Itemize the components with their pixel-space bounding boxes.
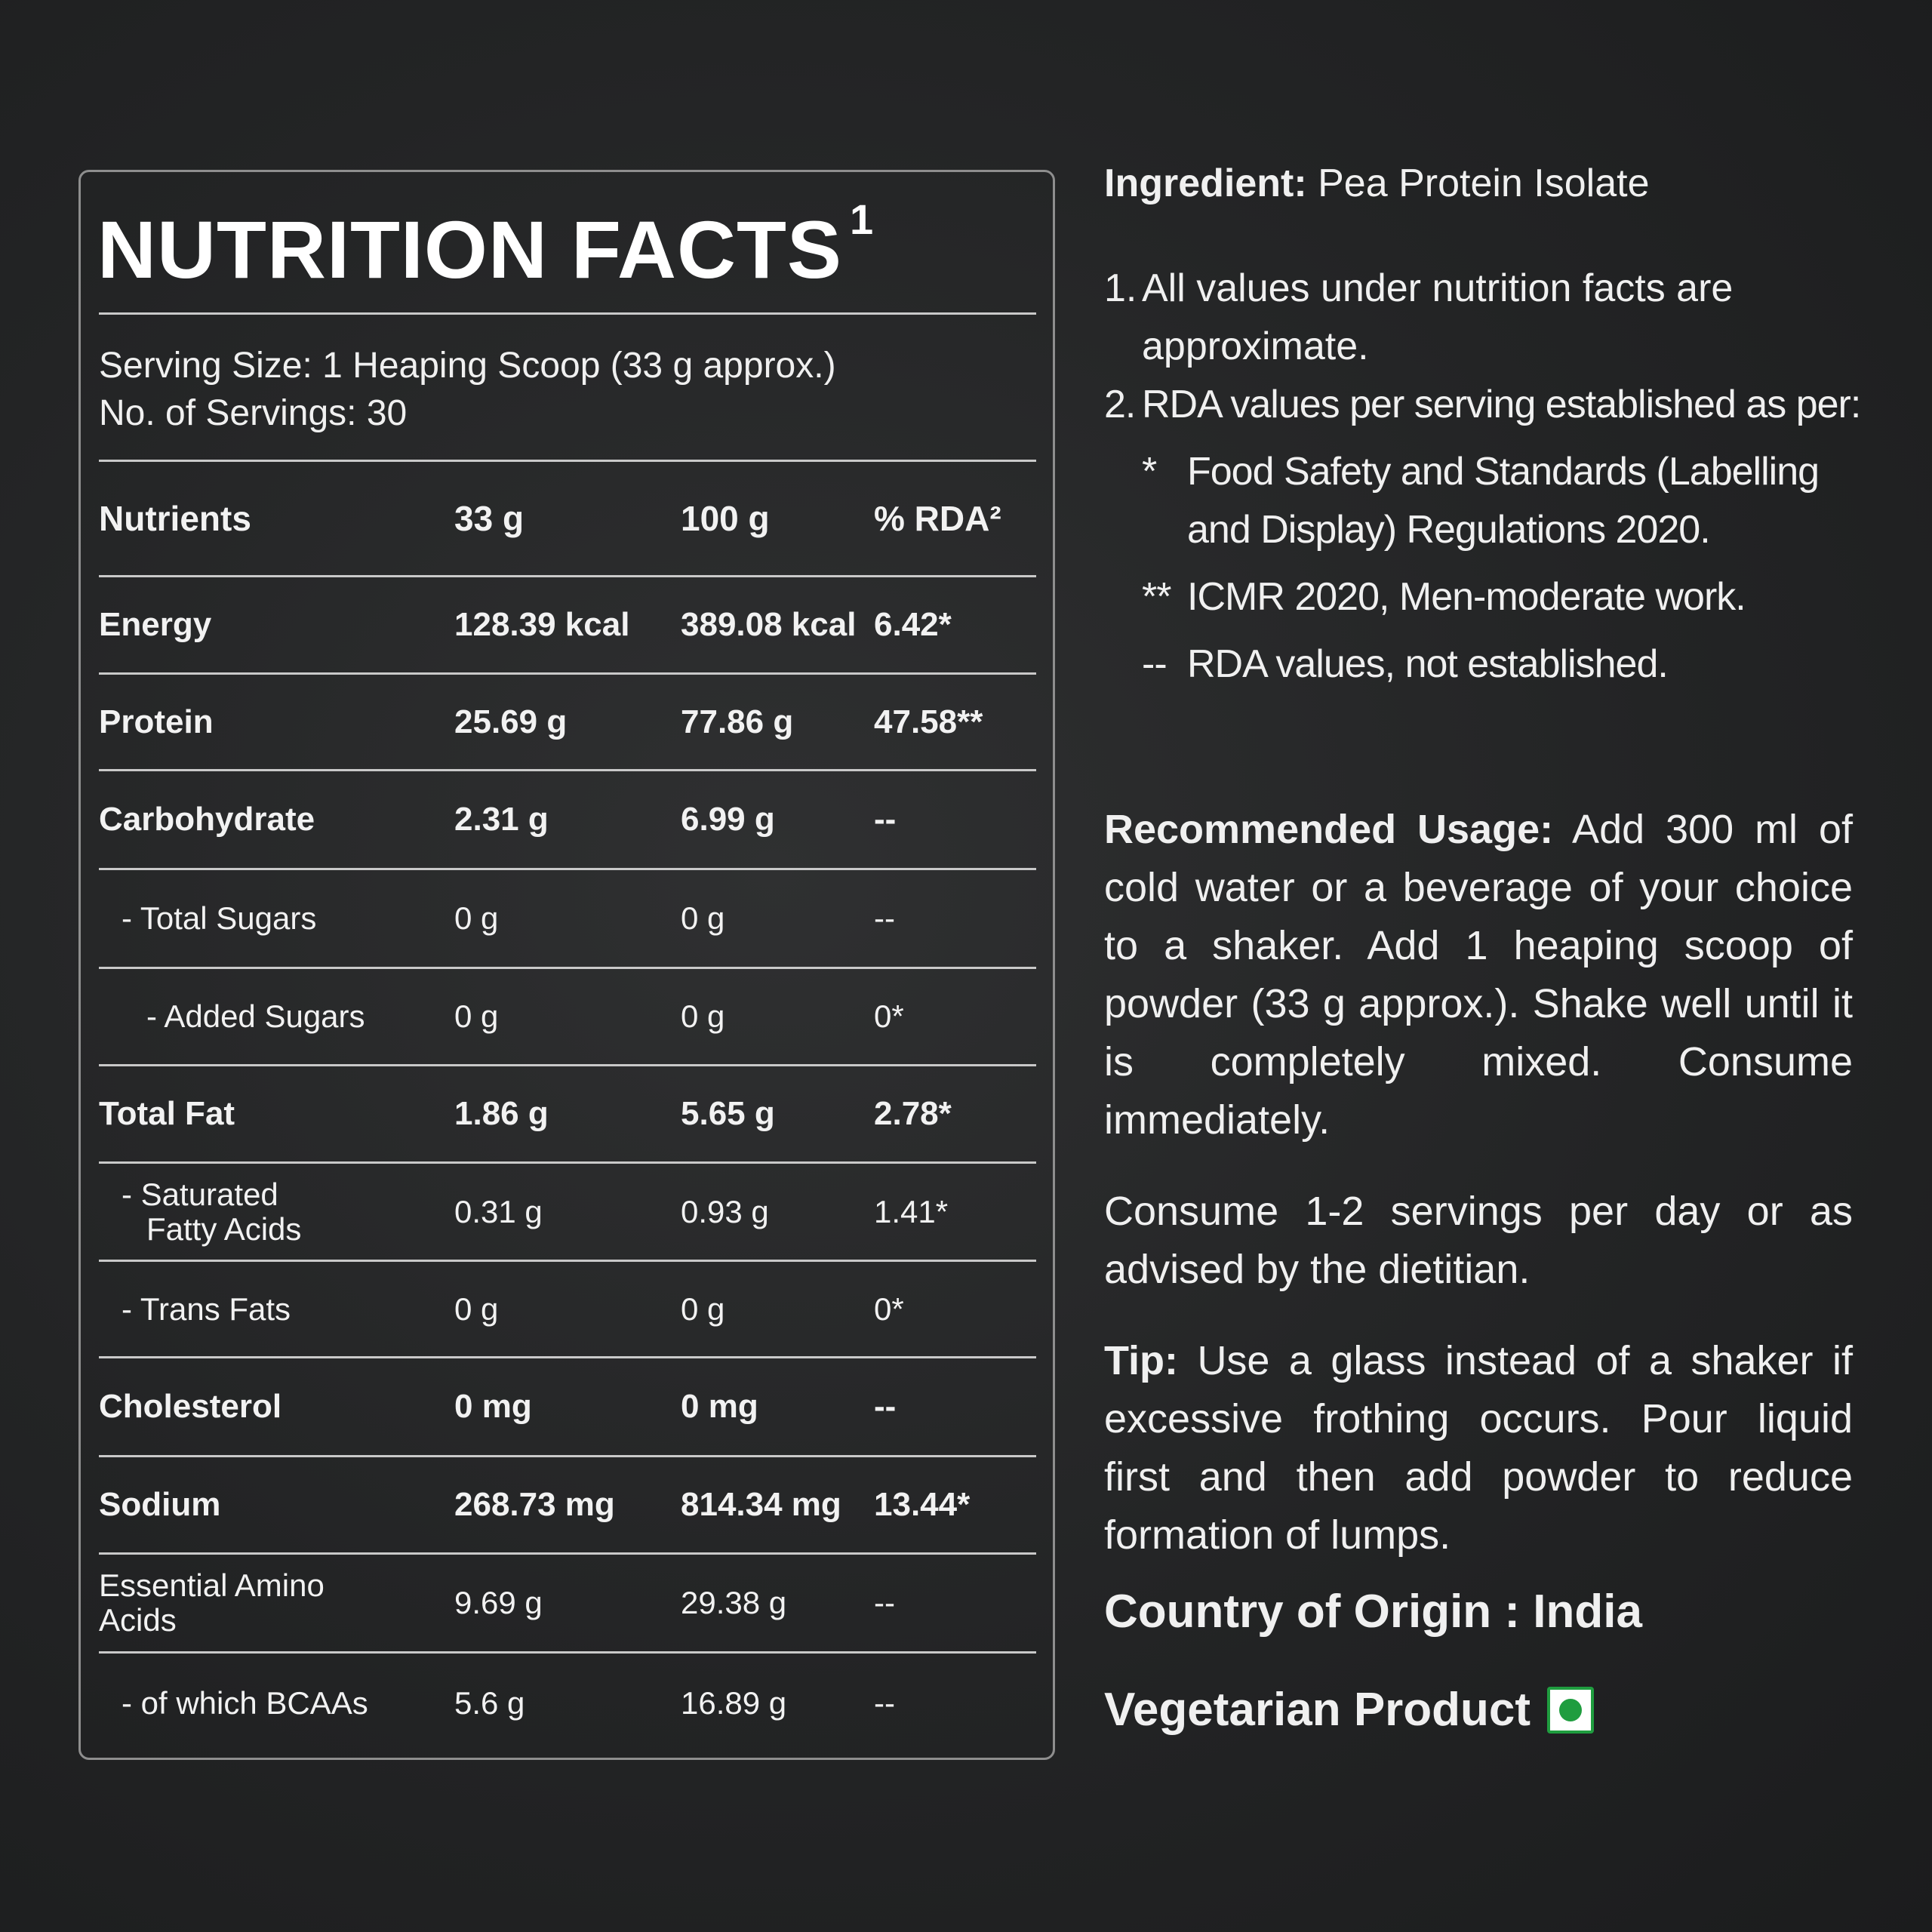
- ingredient-label: Ingredient:: [1104, 162, 1307, 205]
- tip-label: Tip:: [1104, 1338, 1178, 1383]
- footnote-sub-3-mark: --: [1142, 642, 1167, 686]
- row-name-line2: Acids: [99, 1602, 177, 1638]
- row-per-33g: 25.69 g: [454, 703, 568, 740]
- nutrition-facts-title: [97, 195, 875, 297]
- servings-count: No. of Servings: 30: [99, 393, 408, 433]
- table-row-carbohydrate: [99, 769, 1036, 868]
- row-name: Total Fat: [99, 1095, 235, 1132]
- table-row-total-sugars: [99, 868, 1036, 967]
- row-name: Protein: [99, 703, 214, 740]
- row-name-line1: - Saturated: [122, 1176, 278, 1212]
- row-per-100g: 5.65 g: [681, 1095, 775, 1132]
- row-name: - Added Sugars: [146, 998, 365, 1034]
- table-row-cholesterol: [99, 1356, 1036, 1455]
- table-row-trans-fats: [99, 1260, 1036, 1356]
- row-per-33g: 0 g: [454, 1291, 499, 1327]
- header-per-100g: 100 g: [681, 499, 770, 538]
- nutrition-table: [99, 460, 1036, 1752]
- row-per-33g: 0 mg: [454, 1388, 532, 1425]
- table-row-bcaas: [99, 1651, 1036, 1752]
- veg-symbol-icon: [1547, 1687, 1594, 1734]
- usage-label: Recommended Usage:: [1104, 807, 1554, 852]
- row-name: Cholesterol: [99, 1388, 282, 1425]
- row-rda: --: [874, 1388, 897, 1425]
- ingredient-line: [1104, 155, 1650, 213]
- row-name: Sodium: [99, 1486, 221, 1523]
- tip-text: Use a glass instead of a shaker if excessive frothing occurs. Pour liquid first and then add powder to reduce formation of lumps.: [1104, 1338, 1853, 1558]
- row-per-33g: 2.31 g: [454, 801, 549, 838]
- row-per-100g: 814.34 mg: [681, 1486, 841, 1523]
- footnote-1-number: 1.: [1104, 266, 1137, 310]
- serving-size: Serving Size: 1 Heaping Scoop (33 g approx.): [99, 346, 836, 386]
- table-row-sodium: [99, 1455, 1036, 1552]
- row-name: [99, 1164, 301, 1260]
- row-rda: --: [874, 900, 895, 936]
- footnote-1-text: All values under nutrition facts are approximate.: [1142, 266, 1734, 368]
- usage-text: Add 300 ml of cold water or a beverage of your choice to a shaker. Add 1 heaping scoop of powder (33 g approx.). Shake well until it is completely mixed. Consume immediately.: [1104, 807, 1854, 1143]
- row-per-100g: 0 g: [681, 998, 725, 1034]
- row-per-100g: 0 mg: [681, 1388, 758, 1425]
- row-rda: 0*: [874, 1291, 904, 1327]
- row-per-33g: 268.73 mg: [454, 1486, 615, 1523]
- footnote-2-text: RDA values per serving established as per:: [1142, 383, 1861, 426]
- row-rda: 47.58**: [874, 703, 983, 740]
- table-row-protein: [99, 672, 1036, 769]
- row-name: - of which BCAAs: [122, 1684, 368, 1721]
- footnote-sub-2: [1104, 568, 1853, 626]
- footnote-sub-2-mark: **: [1142, 575, 1171, 619]
- table-row-added-sugars: [99, 967, 1036, 1064]
- vegetarian-label: [1104, 1683, 1594, 1737]
- footnote-sub-1-text: Food Safety and Standards (Labelling and Display) Regulations 2020.: [1187, 450, 1820, 552]
- row-name-line1: Essential Amino: [99, 1567, 325, 1603]
- vegetarian-text: Vegetarian Product: [1104, 1684, 1531, 1736]
- footnote-2: [1104, 376, 1861, 434]
- title-text: NUTRITION FACTS: [97, 204, 842, 295]
- row-per-33g: 0.31 g: [454, 1193, 543, 1229]
- row-per-33g: 9.69 g: [454, 1585, 543, 1620]
- header-per-33g: 33 g: [454, 499, 525, 538]
- table-row-total-fat: [99, 1064, 1036, 1161]
- footnote-sub-1: [1104, 443, 1853, 559]
- row-rda: 1.41*: [874, 1193, 949, 1229]
- footnote-sub-3: [1104, 635, 1853, 694]
- row-name: Carbohydrate: [99, 801, 315, 838]
- ingredient-value: Pea Protein Isolate: [1318, 162, 1650, 205]
- header-rda: % RDA²: [874, 499, 1001, 538]
- row-per-100g: 29.38 g: [681, 1585, 787, 1620]
- row-name: [99, 1555, 325, 1651]
- row-per-100g: 389.08 kcal: [681, 606, 857, 643]
- row-per-100g: 6.99 g: [681, 801, 775, 838]
- row-rda: --: [874, 1585, 895, 1620]
- row-per-100g: 0 g: [681, 900, 725, 936]
- table-row-energy: [99, 575, 1036, 672]
- title-footnote-marker: 1: [849, 195, 875, 243]
- footnote-sub-1-mark: *: [1142, 450, 1157, 494]
- footnotes: [1104, 260, 1861, 694]
- row-rda: 0*: [874, 998, 904, 1034]
- row-per-100g: 16.89 g: [681, 1684, 787, 1721]
- recommended-usage: [1104, 801, 1853, 1149]
- footnote-sub-2-text: ICMR 2020, Men-moderate work.: [1187, 575, 1746, 619]
- divider-top: [99, 312, 1036, 315]
- row-per-33g: 0 g: [454, 900, 499, 936]
- row-per-33g: 0 g: [454, 998, 499, 1034]
- country-of-origin: Country of Origin : India: [1104, 1586, 1642, 1638]
- row-name: - Trans Fats: [122, 1291, 291, 1327]
- row-rda: --: [874, 801, 897, 838]
- row-per-100g: 0.93 g: [681, 1193, 769, 1229]
- table-row-saturated-fatty-acids: [99, 1161, 1036, 1260]
- row-per-100g: 0 g: [681, 1291, 725, 1327]
- row-rda: 2.78*: [874, 1095, 952, 1132]
- tip: [1104, 1332, 1853, 1564]
- servings-advice: Consume 1-2 servings per day or as advised by the dietitian.: [1104, 1189, 1853, 1292]
- row-per-100g: 77.86 g: [681, 703, 794, 740]
- row-per-33g: 1.86 g: [454, 1095, 549, 1132]
- row-per-33g: 5.6 g: [454, 1684, 525, 1721]
- footnote-2-number: 2.: [1104, 383, 1136, 426]
- row-name: - Total Sugars: [122, 900, 317, 936]
- row-rda: 13.44*: [874, 1486, 971, 1523]
- footnote-sub-3-text: RDA values, not established.: [1187, 642, 1668, 686]
- table-header-row: [99, 460, 1036, 575]
- nutrition-facts-panel: [78, 170, 1055, 1760]
- serving-info: [99, 342, 836, 437]
- footnote-1: [1104, 260, 1853, 376]
- table-row-essential-amino-acids: [99, 1552, 1036, 1651]
- row-name-line2: Fatty Acids: [146, 1211, 302, 1247]
- row-rda: 6.42*: [874, 606, 952, 643]
- row-rda: --: [874, 1684, 895, 1721]
- header-nutrients: Nutrients: [99, 499, 251, 538]
- row-per-33g: 128.39 kcal: [454, 606, 630, 643]
- row-name: Energy: [99, 606, 212, 643]
